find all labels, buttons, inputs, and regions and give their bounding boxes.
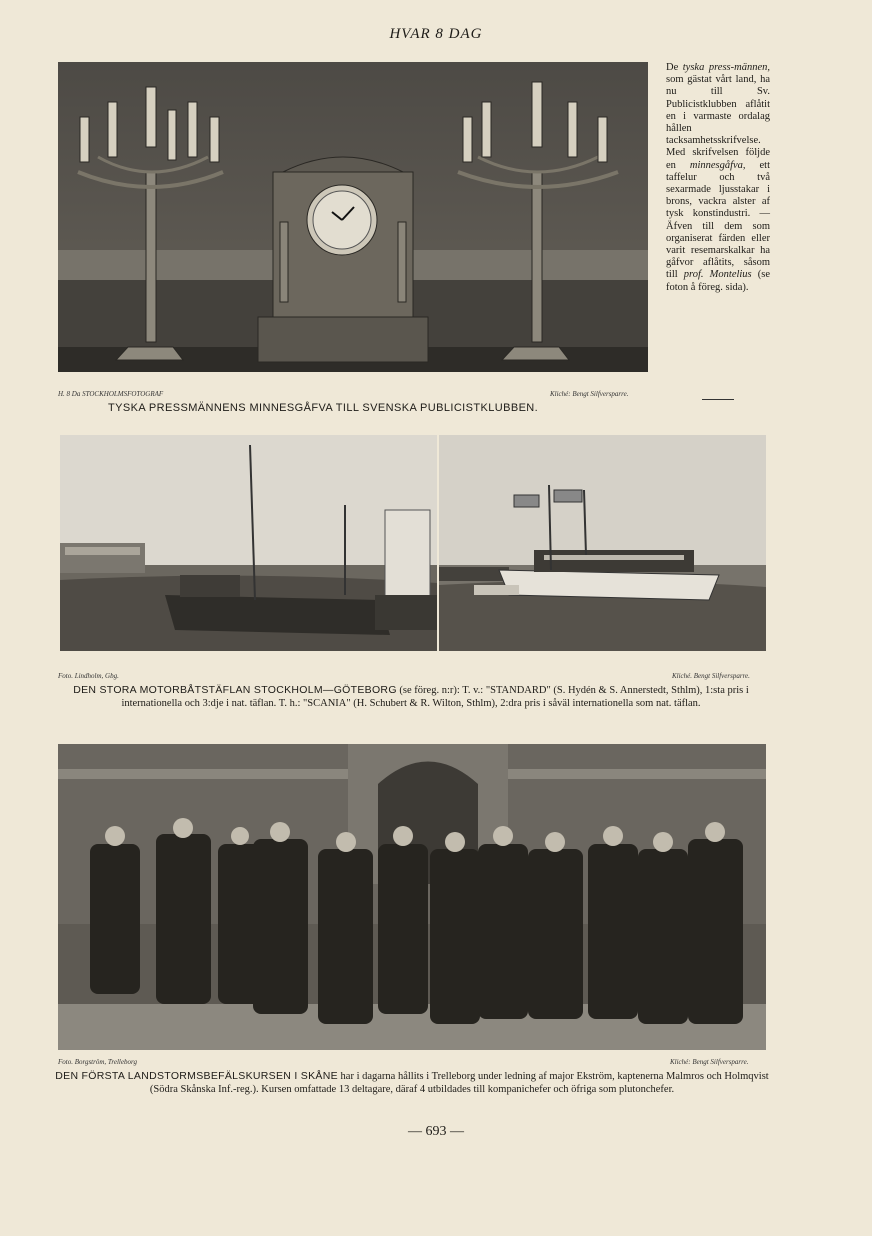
photo1-credit-left: H. 8 Da STOCKHOLMSFOTOGRAF [58,390,164,398]
photo3-caption [54,1070,770,1096]
photo-group [58,744,766,1050]
sidebar-divider [702,399,734,400]
sidebar-text-2: som gästat vårt land, ha nu till Sv. Publicistklubben aflåtit en i varmaste ordalag hållen tacksamhetsskrifvelse. Med skrifvelsen följde en [666,74,770,171]
sidebar-text-3: ett taffelur och två sexarmade ljusstakar i brons, vackra alster af tysk konstindustri. — Äfven till dem som organiserat färden eller varit resemarskalkar ha gåfvor aflåtits, såsom till [666,159,770,281]
photo3-credit-right: Kliché: Bengt Silfversparre. [670,1058,749,1066]
page-header: HVAR 8 DAG [389,26,483,42]
photo-boat-right [439,435,766,651]
sidebar-article [666,62,770,294]
page-number: — 693 — [408,1124,464,1139]
clock-candelabras-illustration [58,62,648,372]
photo3-caption-title: DEN FÖRSTA LANDSTORMSBEFÄLSKURSEN I SKÅNE [55,1070,338,1082]
sidebar-italic-press: tyska press-männen, [682,62,770,73]
sidebar-text-1: De [666,62,683,73]
photo-clock-candelabras [58,62,648,372]
photo2-caption-text: (se föreg. n:r): T. v.: "STANDARD" (S. Hydén & S. Annerstedt, Sthlm), 1:sta pris i internationella och 3:dje i nat. täflan. T. h.: "SCANIA" (H. Schubert & R. Wilton, Sthlm), 2:dra pris i såväl internationella som nat. täflan. [121,685,749,709]
sidebar-italic-gift: minnesgåfva, [689,159,746,171]
photo2-credit-left: Foto. Lindholm, Gbg. [58,672,119,680]
photo3-credit-left: Foto. Borgström, Trelleborg [58,1058,137,1066]
photo-boat-left [60,435,437,651]
photo1-caption: TYSKA PRESSMÄNNENS MINNESGÅFVA TILL SVENSKA PUBLICISTKLUBBEN. [108,402,539,414]
sidebar-text-4: (se foton å föreg. sida). [666,269,771,293]
group-officers-illustration [58,744,766,1050]
photo2-caption [54,684,768,710]
boat-scania-illustration [439,435,766,651]
photo2-caption-title: DEN STORA MOTORBÅTSTÄFLAN STOCKHOLM—GÖTEBORG [73,684,397,696]
boat-standard-illustration [60,435,437,651]
photo1-credit-right: Kliché: Bengt Silfversparre. [550,390,629,398]
photo2-credit-right: Kliché. Bengt Silfversparre. [672,672,750,680]
photo3-caption-text: har i dagarna hållits i Trelleborg under ledning af major Ekström, kaptenerna Malmros och Holmqvist (Södra Skånska Inf.-reg.). Kursen omfattade 13 deltagare, däraf 4 utbildades till kompanichefer och öfriga som plutonchefer. [149,1071,769,1095]
sidebar-italic-montelius: prof. Montelius [683,269,752,281]
